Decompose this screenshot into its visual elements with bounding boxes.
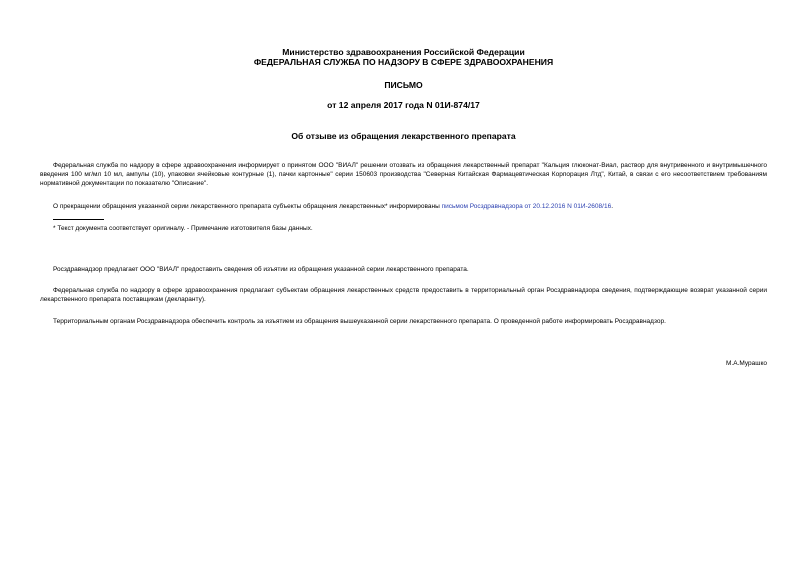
paragraph-circulation-stop-text: О прекращении обращения указанной серии лекарственного препарата субъекты обращения лекарственных* информированы [53,203,442,210]
ministry-title: Министерство здравоохранения Российской Федерации [282,47,525,57]
footnote-divider [53,219,104,220]
paragraph-territorial-control: Территориальным органам Росздравнадзора обеспечить контроль за изъятием из обращения вышеуказанной серии лекарственного препарата. О проведенной работе информировать Росздравнадзор. [53,318,666,325]
service-title: ФЕДЕРАЛЬНАЯ СЛУЖБА ПО НАДЗОРУ В СФЕРЕ ЗДРАВООХРАНЕНИЯ [253,57,554,67]
paragraph-return-confirmation: Федеральная служба по надзору в сфере здравоохранения предлагает субъектам обращения лекарственных средств предоставить в территориальный орган Росздравнадзора сведения, подтверждающие возврат указанной серии лекарственного препарата поставщикам (декларанту). [40,287,767,303]
paragraph-withdrawal-request: Росздравнадзор предлагает ООО "ВИАЛ" предоставить сведения об изъятии из обращения указанной серии лекарственного препарата. [53,266,469,273]
paragraph-circulation-stop-end: . [611,203,613,210]
document-subject: Об отзыве из обращения лекарственного препарата [291,131,516,141]
paragraph-circulation-stop [40,202,767,211]
letter-link[interactable]: письмом Росздравнадзора от 20.12.2016 N 01И-2608/16 [441,203,612,210]
signature: М.А.Мурашко [725,360,767,367]
paragraph-recall-decision: Федеральная служба по надзору в сфере здравоохранения информирует о принятом ООО "ВИАЛ" решении отозвать из обращения лекарственный препарат "Кальция глюконат-Виал, раствор для внутривенного и внутримышечного введения 100 мг/мл 10 мл, ампулы (10), упаковки ячейковые контурные (1), пачки картонные" серии 150603 производства "Северная Китайская Фармацевтическая Корпорация Лтд", Китай, в связи с его несоответствием требованиям нормативной документации по показателю "Описание". [40,162,767,187]
document-date-number: от 12 апреля 2017 года N 01И-874/17 [327,100,480,110]
footnote: * Текст документа соответствует оригиналу. - Примечание изготовителя базы данных. [53,225,313,232]
document-type: ПИСЬМО [384,80,423,90]
